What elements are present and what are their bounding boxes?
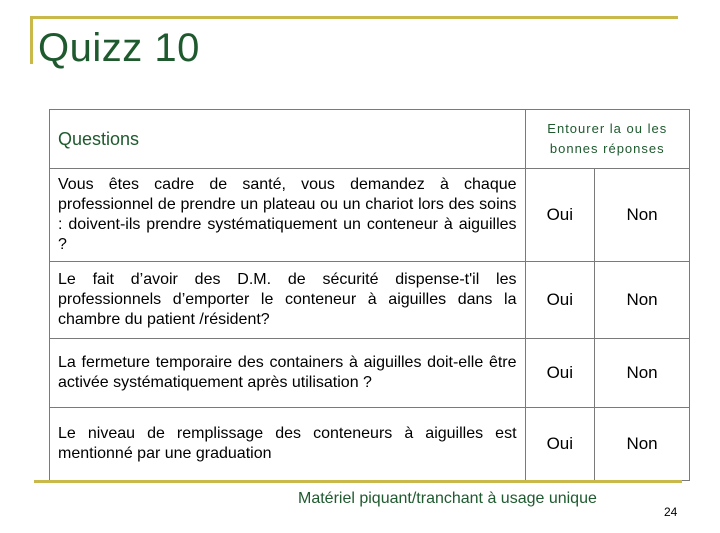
answer-non[interactable]: Non (595, 262, 690, 339)
question-cell: Vous êtes cadre de santé, vous demandez à chaque professionnel de prendre un plateau ou un chariot lors des soins : doivent-ils prendre systématiquement un conteneur à aiguilles ? (50, 169, 526, 262)
answer-oui[interactable]: Oui (525, 169, 595, 262)
answer-non[interactable]: Non (595, 408, 690, 481)
slide-title: Quizz 10 (38, 26, 200, 70)
answer-non[interactable]: Non (595, 339, 690, 408)
decorative-top-rule (30, 16, 678, 19)
question-cell: Le niveau de remplissage des conteneurs à aiguilles est mentionné par une graduation (50, 408, 526, 481)
questions-header: Questions (50, 110, 526, 169)
answers-header: Entourer la ou les bonnes réponses (525, 110, 689, 169)
question-cell: Le fait d’avoir des D.M. de sécurité dispense-t'il les professionnels d’emporter le conteneur à aiguilles dans la chambre du patient /résident? (50, 262, 526, 339)
page-number: 24 (664, 505, 678, 519)
quiz-table (49, 109, 690, 481)
answer-oui[interactable]: Oui (525, 408, 595, 481)
answer-oui[interactable]: Oui (525, 262, 595, 339)
table-header-row (50, 110, 690, 169)
answer-oui[interactable]: Oui (525, 339, 595, 408)
table-row (50, 339, 690, 408)
decorative-bottom-rule (34, 480, 682, 483)
question-cell: La fermeture temporaire des containers à aiguilles doit-elle être activée systématiquement après utilisation ? (50, 339, 526, 408)
decorative-left-rule (30, 16, 33, 64)
table-row (50, 408, 690, 481)
table-row (50, 262, 690, 339)
table-row (50, 169, 690, 262)
answer-non[interactable]: Non (595, 169, 690, 262)
slide-footer: Matériel piquant/tranchant à usage unique (298, 490, 597, 507)
